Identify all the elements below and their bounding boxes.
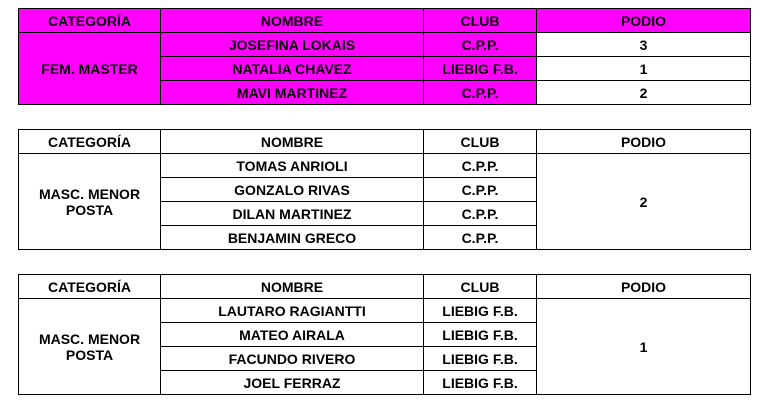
header-podio: PODIO (537, 130, 751, 154)
nombre-cell: DILAN MARTINEZ (161, 202, 424, 226)
club-cell: LIEBIG F.B. (424, 57, 537, 81)
nombre-cell: JOSEFINA LOKAIS (161, 33, 424, 57)
results-table-masc-menor-posta-1 (18, 129, 751, 250)
header-club: CLUB (424, 275, 537, 299)
header-podio: PODIO (537, 275, 751, 299)
club-cell: C.P.P. (424, 33, 537, 57)
nombre-cell: MATEO AIRALA (161, 323, 424, 347)
header-nombre: NOMBRE (161, 9, 424, 33)
header-row (19, 9, 751, 33)
categoria-line-1: MASC. MENOR (38, 185, 141, 202)
header-nombre: NOMBRE (161, 130, 424, 154)
club-cell: C.P.P. (424, 154, 537, 178)
podio-cell: 1 (537, 299, 751, 395)
club-cell: C.P.P. (424, 178, 537, 202)
podio-cell: 1 (537, 57, 751, 81)
categoria-line-2: POSTA (65, 346, 114, 363)
club-cell: LIEBIG F.B. (424, 371, 537, 395)
nombre-cell: NATALIA CHAVEZ (161, 57, 424, 81)
club-cell: C.P.P. (424, 202, 537, 226)
categoria-cell: FEM. MASTER (19, 33, 161, 105)
categoria-cell (19, 154, 161, 250)
podio-cell: 2 (537, 81, 751, 105)
results-table-fem-master (18, 8, 751, 105)
categoria-line-1: MASC. MENOR (38, 330, 141, 347)
nombre-cell: FACUNDO RIVERO (161, 347, 424, 371)
club-cell: C.P.P. (424, 81, 537, 105)
header-podio: PODIO (537, 9, 751, 33)
club-cell: C.P.P. (424, 226, 537, 250)
club-cell: LIEBIG F.B. (424, 347, 537, 371)
nombre-cell: TOMAS ANRIOLI (161, 154, 424, 178)
podio-cell: 3 (537, 33, 751, 57)
header-categoria: CATEGORÍA (19, 130, 161, 154)
nombre-cell: MAVI MARTINEZ (161, 81, 424, 105)
podio-cell: 2 (537, 154, 751, 250)
nombre-cell: LAUTARO RAGIANTTI (161, 299, 424, 323)
categoria-cell (19, 299, 161, 395)
categoria-line-2: POSTA (65, 201, 114, 218)
header-club: CLUB (424, 130, 537, 154)
club-cell: LIEBIG F.B. (424, 323, 537, 347)
table-row (19, 33, 751, 57)
header-nombre: NOMBRE (161, 275, 424, 299)
table-row (19, 154, 751, 178)
header-club: CLUB (424, 9, 537, 33)
header-categoria: CATEGORÍA (19, 275, 161, 299)
header-row (19, 275, 751, 299)
nombre-cell: GONZALO RIVAS (161, 178, 424, 202)
header-categoria: CATEGORÍA (19, 9, 161, 33)
results-table-masc-menor-posta-2 (18, 274, 751, 395)
nombre-cell: BENJAMIN GRECO (161, 226, 424, 250)
nombre-cell: JOEL FERRAZ (161, 371, 424, 395)
club-cell: LIEBIG F.B. (424, 299, 537, 323)
table-row (19, 299, 751, 323)
header-row (19, 130, 751, 154)
